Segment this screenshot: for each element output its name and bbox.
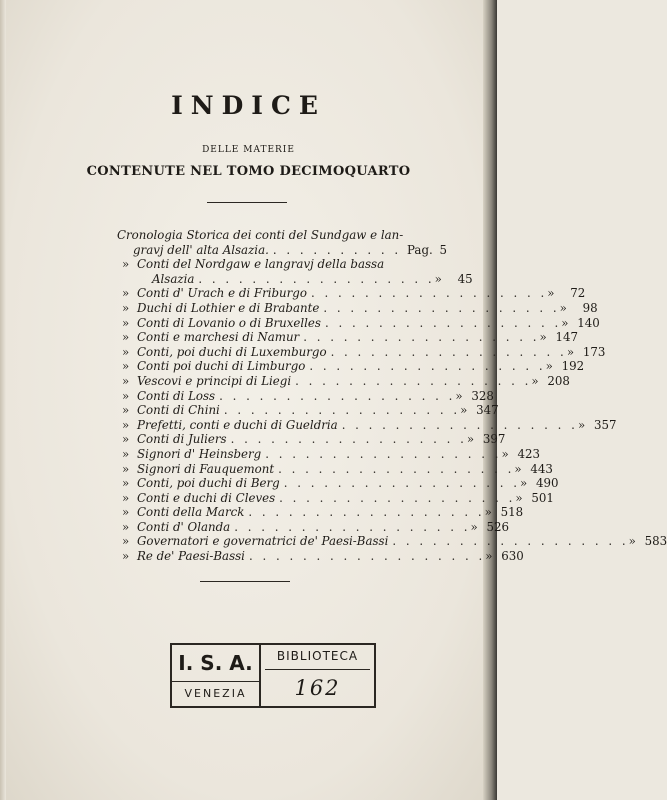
toc-page-number: 45 <box>457 271 473 286</box>
leader-dots: . . . . . . . . . . . . . . . . . . <box>234 519 471 534</box>
toc-entry-label: Conti della Marck <box>137 505 245 520</box>
ditto-mark: » <box>470 519 478 534</box>
toc-entry-label: Conti del Nordgaw e langravj della bassa <box>137 257 385 272</box>
toc-page-number: 518 <box>500 505 524 520</box>
index-title: INDICE <box>171 91 326 120</box>
ditto-mark: » <box>122 461 130 476</box>
stamp-library: BIBLIOTECA <box>265 645 370 670</box>
toc-entry <box>117 315 600 331</box>
toc-page-number: 490 <box>535 476 559 491</box>
stamp-right-panel <box>261 645 374 706</box>
ditto-mark: » <box>545 359 553 374</box>
leader-dots: . . . . . . . . . . . . . . . . . . <box>303 330 540 345</box>
toc-entry <box>117 373 570 389</box>
toc-page-number: 347 <box>476 403 499 418</box>
toc-entry <box>117 505 524 520</box>
ditto-mark: » <box>484 505 492 520</box>
leader-dots: . . . . . . . . . . . . . . . . . . <box>309 359 546 374</box>
ditto-mark: » <box>122 534 130 549</box>
toc-entry-label: Conti di Juliers <box>137 432 227 447</box>
toc-entry-label: Duchi di Lothier e di Brabante <box>137 300 320 315</box>
toc-page-number: 72 <box>570 286 586 301</box>
ditto-mark: » <box>122 490 130 505</box>
leader-dots: . . . . . . . . . . . . . . . . . . <box>230 432 467 447</box>
toc-page-number: 173 <box>582 344 606 359</box>
top-divider <box>207 202 287 203</box>
toc-entry <box>117 432 506 447</box>
ditto-mark: » <box>122 505 130 520</box>
toc-entry <box>117 549 524 564</box>
table-of-contents <box>117 228 667 564</box>
toc-page-number: 328 <box>471 388 494 403</box>
page-left-edge <box>0 0 6 800</box>
toc-entry <box>117 388 494 404</box>
toc-page-number: 423 <box>517 446 541 461</box>
leader-dots: . . . . . . . . . . <box>272 242 402 257</box>
ditto-mark: » <box>531 373 539 388</box>
leader-dots: . . . . . . . . . . . . . . . . . . <box>310 286 548 301</box>
toc-entry <box>117 519 509 535</box>
toc-entry-label: Conti d' Urach e di Friburgo <box>137 286 307 301</box>
leader-dots: . . . . . . . . . . . . . . . . . . <box>248 549 486 564</box>
toc-page-number: 443 <box>530 461 553 476</box>
leader-dots: . . . . . . . . . . . . . . . . . . <box>219 388 456 403</box>
toc-page-number: 147 <box>555 330 578 345</box>
ditto-mark: » <box>501 446 509 461</box>
leader-dots: . . . . . . . . . . . . . . . . . . <box>283 476 520 491</box>
ditto-mark: » <box>122 286 130 301</box>
ditto-mark: » <box>122 519 130 534</box>
ditto-mark: » <box>122 549 130 564</box>
ditto-mark: » <box>122 315 130 330</box>
toc-entry-label: Conti e marchesi di Namur <box>137 330 300 345</box>
leader-dots: . . . . . . . . . . . . . . . . . . <box>198 271 435 286</box>
toc-entry-label: Prefetti, conti e duchi di Gueldria <box>137 417 338 432</box>
toc-entry-label: Conti di Loss <box>137 388 216 403</box>
toc-entry <box>117 257 447 272</box>
pag-label: Pag. <box>407 242 433 257</box>
ditto-mark: » <box>547 286 555 301</box>
toc-page-number: 192 <box>561 359 585 374</box>
ditto-mark: » <box>122 373 130 388</box>
bottom-divider <box>200 581 290 582</box>
toc-page-number: 208 <box>547 373 570 388</box>
toc-entry-label: Signori d' Heinsberg <box>137 446 262 461</box>
toc-page-number: 397 <box>482 432 506 447</box>
ditto-mark: » <box>485 549 493 564</box>
ditto-mark: » <box>434 271 442 286</box>
toc-entry-label: Conti poi duchi di Limburgo <box>137 359 306 374</box>
toc-page-number: 5 <box>439 242 447 257</box>
toc-entry-label: Governatori e governatrici de' Paesi-Bassi <box>137 534 389 549</box>
ditto-mark: » <box>519 476 528 491</box>
toc-entry-label: Cronologia Storica dei conti del Sundgaw e lan- <box>117 228 404 242</box>
toc-entry-label: Conti, poi duchi di Berg <box>137 476 280 491</box>
stamp-institute: I. S. A. <box>172 645 259 682</box>
ditto-mark: » <box>466 432 475 447</box>
toc-entry-label: Vescovi e principi di Liegi <box>137 373 292 388</box>
toc-page-number: 501 <box>531 490 554 505</box>
leader-dots: . . . . . . . . . . . . . . . . . . <box>265 446 502 461</box>
ditto-mark: » <box>122 403 130 418</box>
ditto-mark: » <box>122 359 130 374</box>
ditto-mark: » <box>122 344 130 359</box>
toc-page-number: 98 <box>582 300 598 315</box>
leader-dots: . . . . . . . . . . . . . . . . . . <box>324 315 562 330</box>
toc-page-number: 140 <box>577 315 600 330</box>
leader-dots: . . . . . . . . . . . . . . . . . . <box>223 403 461 418</box>
ditto-mark: » <box>122 330 130 345</box>
toc-entry-label: gravj dell' alta Alsazia. <box>133 242 269 257</box>
toc-entry-first-line1 <box>117 228 447 243</box>
toc-entry-label: Signori di Fauquemont <box>137 461 275 476</box>
toc-entry-label: Conti d' Olanda <box>137 519 231 534</box>
toc-entry-label: Re de' Paesi-Bassi <box>137 549 245 564</box>
toc-entry <box>117 476 559 491</box>
ditto-mark: » <box>122 476 130 491</box>
ditto-mark: » <box>122 446 130 461</box>
toc-entry <box>117 417 617 433</box>
index-heading: CONTENUTE NEL TOMO DECIMOQUARTO <box>86 164 411 179</box>
toc-entry <box>117 330 578 345</box>
toc-entry-first-line2 <box>117 243 447 258</box>
ditto-mark: » <box>455 388 463 403</box>
library-stamp <box>170 643 376 708</box>
stamp-shelf-number: 162 <box>294 676 341 700</box>
ditto-mark: » <box>559 300 567 315</box>
leader-dots: . . . . . . . . . . . . . . . . . . <box>279 490 516 505</box>
leader-dots: . . . . . . . . . . . . . . . . . . <box>248 505 485 520</box>
toc-entry <box>117 359 585 374</box>
toc-entry <box>117 461 553 477</box>
toc-entry <box>117 286 586 301</box>
ditto-mark: » <box>577 417 586 432</box>
ditto-mark: » <box>122 388 130 403</box>
toc-page-number: 630 <box>501 549 524 564</box>
ditto-mark: » <box>539 330 547 345</box>
leader-dots: . . . . . . . . . . . . . . . . . . <box>323 300 560 315</box>
ditto-mark: » <box>460 403 468 418</box>
toc-entry <box>117 446 541 462</box>
toc-entry-label: Conti, poi duchi di Luxemburgo <box>137 344 327 359</box>
index-subtitle: DELLE MATERIE <box>202 145 295 155</box>
toc-entry <box>117 300 598 316</box>
toc-entry-label: Conti di Chini <box>137 403 220 418</box>
ditto-mark: » <box>122 257 130 272</box>
stamp-city: VENEZIA <box>184 687 247 700</box>
toc-entry-list <box>117 257 667 564</box>
toc-page-number: 357 <box>593 417 617 432</box>
toc-entry-label: Conti e duchi di Cleves <box>137 490 276 505</box>
toc-entry-continuation <box>117 271 473 287</box>
leader-dots: . . . . . . . . . . . . . . . . . . <box>295 373 532 388</box>
ditto-mark: » <box>561 315 569 330</box>
ditto-mark: » <box>122 417 130 432</box>
toc-page-number: 526 <box>486 519 509 534</box>
toc-page-number: 583 <box>644 534 667 549</box>
leader-dots: . . . . . . . . . . . . . . . . . . <box>341 417 578 432</box>
toc-entry <box>117 490 554 506</box>
stamp-left-panel <box>172 645 261 706</box>
leader-dots: . . . . . . . . . . . . . . . . . . <box>278 461 515 476</box>
ditto-mark: » <box>122 300 130 315</box>
leader-dots: . . . . . . . . . . . . . . . . . . <box>330 344 567 359</box>
toc-entry <box>117 403 499 418</box>
toc-entry <box>117 534 667 549</box>
ditto-mark: » <box>566 344 575 359</box>
leader-dots: . . . . . . . . . . . . . . . . . . <box>392 534 629 549</box>
ditto-mark: » <box>514 461 522 476</box>
toc-entry <box>117 344 606 360</box>
ditto-mark: » <box>515 490 523 505</box>
toc-entry-label: Conti di Lovanio o di Bruxelles <box>137 315 321 330</box>
toc-entry-label: Alsazia <box>152 271 195 286</box>
ditto-mark: » <box>122 432 130 447</box>
ditto-mark: » <box>628 534 636 549</box>
